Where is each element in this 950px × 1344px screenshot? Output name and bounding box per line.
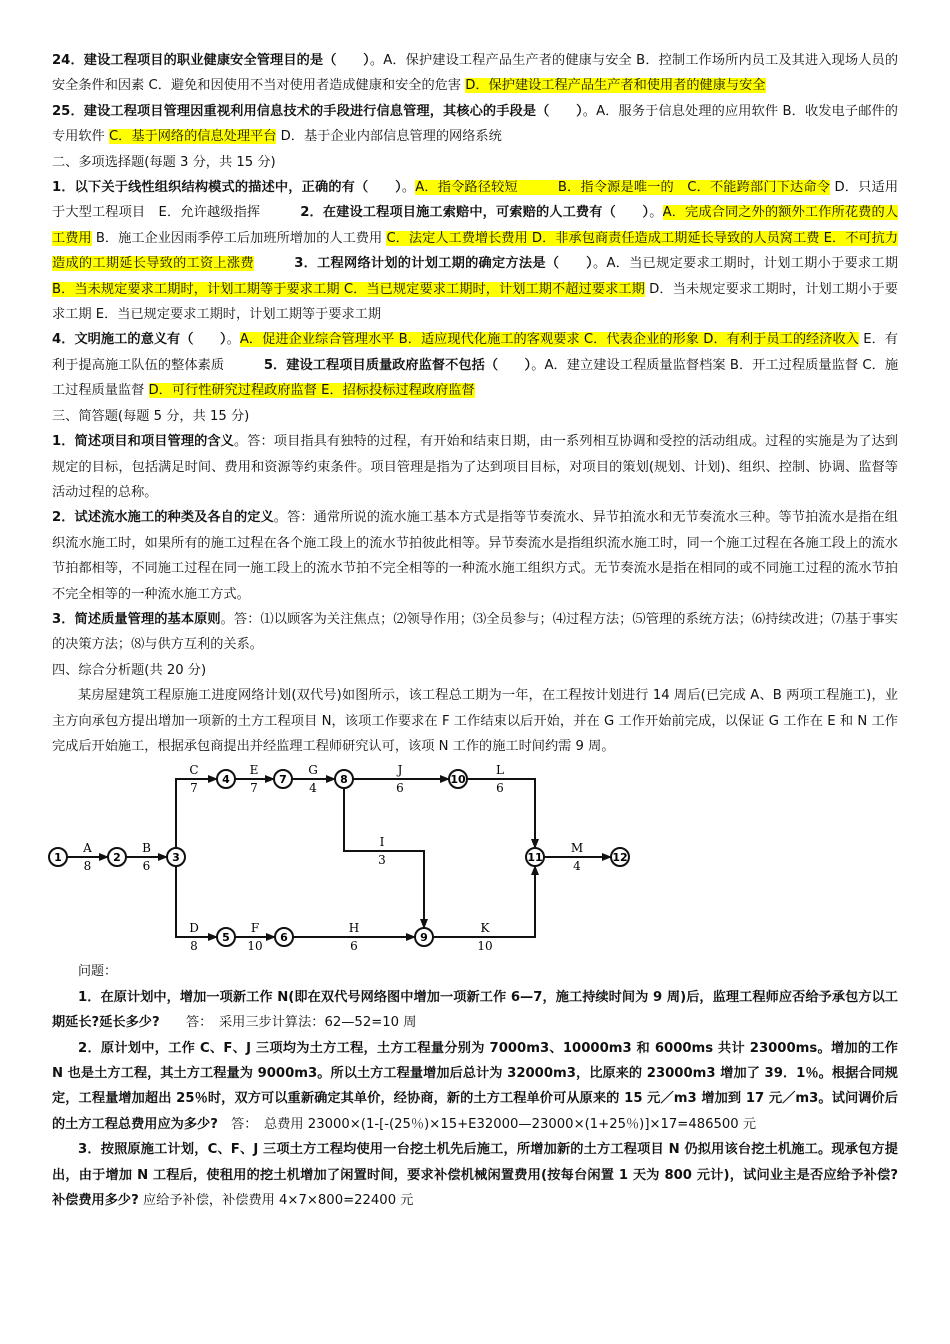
punctuation: 。 (649, 205, 663, 221)
punctuation: 。 (226, 332, 240, 348)
short-answer-1 (52, 429, 898, 505)
question-options: 。A．当已规定要求工期时，计划工期小于要求工期 (593, 256, 899, 272)
highlighted-answer: A．完成合同之外的额外工作所花费的人工费用 (52, 205, 899, 246)
question-options: D．只适用于大型工程项目 E．允许越级指挥 (52, 180, 899, 221)
multi-choice-questions-4-5 (52, 327, 898, 403)
highlighted-answer: A．促进企业综合管理水平 B．适应现代化施工的客观要求 C．代表企业的形象 D．有利于员工的经济收入 (239, 332, 859, 348)
node-number: 11 (527, 851, 543, 865)
analysis-question-2 (52, 1036, 898, 1138)
question-options: D．基于企业内部信息管理的网络系统 (276, 129, 502, 145)
edge-duration-H: 6 (350, 939, 358, 954)
question-stem: 3．简述质量管理的基本原则 (52, 611, 221, 627)
question-stem: 1．简述项目和项目管理的含义 (52, 434, 234, 450)
edge-duration-G: 4 (309, 781, 317, 796)
node-5 (217, 928, 235, 946)
question-stem: 2．试述流水施工的种类及各自的定义 (52, 510, 274, 526)
highlighted-answer: A．指令路径较短 B．指令源是唯一的 C．不能跨部门下达命令 (415, 180, 831, 196)
answer-text: 答： 总费用 23000×(1-[-(25％)×15+E32000—23000×(1+25％)]×17=486500 元 (217, 1116, 757, 1132)
question-stem: 1．在原计划中，增加一项新工作 N(即在双代号网络图中增加一项新工作 6—7，施工持续时间为 9 周)后，监理工程师应否给予承包方以工期延长?延长多少? (52, 989, 898, 1031)
node-number: 3 (172, 851, 180, 865)
question-stem: 24．建设工程项目的职业健康安全管理目的是（ ） (52, 53, 370, 68)
highlighted-answer: C．法定人工费增长费用 D．非承包商责任造成工期延长导致的人员窝工费 E．不可抗力造成的工期延长导致的工资上涨费 (52, 230, 899, 272)
node-6 (275, 928, 293, 946)
question-stem: 4．文明施工的意义有（ ） (52, 332, 227, 348)
node-number: 7 (279, 773, 287, 787)
edge-duration-A: 8 (83, 859, 92, 874)
analysis-question-1 (52, 985, 898, 1036)
node-10 (449, 770, 467, 788)
question-stem: 2．原计划中，工作 C、F、J 三项均为土方工程，土方工程量分别为 7000m3、10000m3 和 6000ms 共计 23000ms。增加的工作 N 也是土方工程，其土方工程量为 9000m3。所以土方工程量增加后总计为 32000m3，比原来的 23000m3 增加了 39．1％。根据合同规定，工程量增加超出 25％时，双方可以重新确定其单价，经协商，新的土方工程单价可从原来的 15 元／m3 增加到 17 元／m3。试问调价后的土方工程总费用应为多少? (52, 1040, 898, 1132)
node-8 (335, 770, 353, 788)
answer-text: 应给予补偿，补偿费用 4×7×800=22400 元 (138, 1193, 414, 1209)
node-number: 6 (280, 931, 288, 945)
answer-text: 。答：通常所说的流水施工基本方式是指等节奏流水、异节拍流水和无节奏流水三种。等节拍流水是指在组织流水施工时，如果所有的施工过程在各个施工段上的流水节拍彼此相等。异节奏流水是指组织流水施工时，同一个施工过程在各施工段上的流水节拍都相等，不同施工过程在同一施工段上的流水节拍不完全相等的一种流水施工组织方式。无节奏流水是指在相同的或不同施工过程的流水节拍不完全相等的一种流水施工方式。 (52, 510, 898, 602)
section-heading-multiple-choice: 二、多项选择题(每题 3 分，共 15 分) (52, 154, 276, 170)
highlighted-answer: B．当未规定要求工期时，计划工期等于要求工期 C．当已规定要求工期时，计划工期不超过要求工期 (52, 281, 645, 297)
highlighted-answer: D．可行性研究过程政府监督 E．招标投标过程政府监督 (148, 383, 475, 399)
node-7 (274, 770, 292, 788)
edge-label-M: M (570, 841, 584, 856)
case-description: 某房屋建筑工程原施工进度网络计划(双代号)如图所示，该工程总工期为一年，在工程按计划进行 14 周后(已完成 A、B 两项工程施工)，业主方向承包方提出增加一项新的土方工程项目 N，该项工作要求在 F 工作结束以后开始，并在 G 工作开始前完成，以保证 G 工作在 E 和 N 工作完成后开始施工，根据承包商提出并经监理工程师研究认可，该项 N 工作的施工时间约需 9 周。 (52, 688, 898, 754)
node-number: 12 (612, 851, 628, 865)
edge-label-A: A (83, 841, 92, 856)
short-answer-3 (52, 607, 898, 658)
question-stem: 1．以下关于线性组织结构模式的描述中，正确的有（ ） (52, 180, 402, 196)
edge-duration-M: 4 (573, 859, 581, 874)
node-number: 2 (113, 851, 121, 865)
question-options: E．有利于提高施工队伍的整体素质 (52, 332, 898, 373)
edge-label-C: C (189, 765, 199, 778)
question-options: 。A．建立建设工程质量监督档案 B．开工过程质量监督 C．施工过程质量监督 (52, 357, 899, 399)
edge-label-J: J (397, 765, 403, 778)
node-2 (108, 848, 126, 866)
answer-text: 。答：项目指具有独特的过程，有开始和结束日期，由一系列相互协调和受控的活动组成。过程的实施是为了达到规定的目标，包括满足时间、费用和资源等约束条件。项目管理是指为了达到项目目标，对项目的策划(规划、计划)、组织、控制、协调、监督等活动过程的总称。 (52, 434, 898, 500)
highlighted-answer: C．基于网络的信息处理平台 (108, 129, 277, 145)
question-25 (52, 99, 898, 150)
analysis-question-3 (52, 1137, 898, 1213)
edge-duration-I: 3 (378, 853, 386, 868)
network-diagram-svg (48, 765, 648, 955)
question-options: 。A．保护建设工程产品生产者的健康与安全 B．控制工作场所内员工及其进入现场人员的安全条件和因素 C．避免和因使用不当对使用者造成健康和安全的危害 (52, 53, 899, 94)
question-stem: 3．工程网络计划的计划工期的确定方法是（ ） (294, 256, 594, 272)
answer-text: 。答：⑴以顾客为关注焦点；⑵领导作用；⑶全员参与；⑷过程方法；⑸管理的系统方法；⑹持续改进；⑺基于事实的决策方法；⑻与供方互利的关系。 (52, 611, 898, 653)
edge-duration-K: 10 (477, 939, 493, 954)
edge-label-F: F (250, 921, 260, 936)
question-options: D．当未规定要求工期时，计划工期小于要求工期 E．当已规定要求工期时，计划工期等于要求工期 (52, 281, 898, 323)
questions-title: 问题： (78, 964, 118, 980)
node-11 (526, 848, 544, 866)
edge-duration-L: 6 (496, 781, 504, 796)
edge-duration-F: 10 (247, 939, 263, 954)
node-9 (415, 928, 433, 946)
edge-duration-D: 8 (190, 939, 198, 954)
punctuation: 。 (401, 180, 416, 196)
section-heading-analysis: 四、综合分析题(共 20 分) (52, 662, 207, 678)
node-3 (167, 848, 185, 866)
node-1 (49, 848, 67, 866)
document-page (52, 48, 898, 1213)
node-number: 9 (420, 931, 428, 945)
edge-duration-J: 6 (396, 781, 404, 796)
question-options: B．施工企业因雨季停工后加班所增加的人工费用 (91, 230, 387, 246)
network-diagram (52, 765, 652, 955)
question-stem: 5．建设工程项目质量政府监督不包括（ ） (263, 357, 532, 373)
edge-duration-B: 6 (142, 859, 151, 874)
edge-label-H: H (348, 921, 360, 936)
edge-label-D: D (189, 921, 199, 936)
question-options: 。A．服务于信息处理的应用软件 B．收发电子邮件的专用软件 (52, 103, 898, 145)
question-stem: 3．按照原施工计划，C、F、J 三项土方工程均使用一台挖土机先后施工，所增加新的土方工程项目 N 仍拟用该台挖土机施工。现承包方提出，由于增加 N 工程后，使租用的挖土机增加了闲置时间，要求补偿机械闲置费用(按每台闲置 1 天为 800 元计)，试问业主是否应给予补偿?补偿费用多少? (52, 1142, 898, 1209)
node-number: 4 (222, 773, 230, 787)
node-number: 1 (54, 851, 62, 865)
section-heading-short-answer: 三、简答题(每题 5 分，共 15 分) (52, 408, 250, 424)
node-number: 10 (450, 773, 466, 787)
edge-label-L: L (496, 765, 504, 778)
edge-label-I: I (379, 835, 385, 850)
edge-label-E: E (249, 765, 259, 778)
question-stem: 25．建设工程项目管理因重视利用信息技术的手段进行信息管理，其核心的手段是（ ） (52, 103, 583, 119)
highlighted-answer: D．保护建设工程产品生产者和使用者的健康与安全 (465, 78, 766, 94)
edge-label-K: K (480, 921, 490, 936)
edge-label-B: B (142, 841, 151, 856)
spacer (254, 256, 294, 271)
node-12 (611, 848, 629, 866)
edge-duration-C: 7 (190, 781, 198, 796)
node-number: 5 (222, 931, 230, 945)
question-stem: 2．在建设工程项目施工索赔中，可索赔的人工费有（ ） (300, 205, 650, 221)
short-answer-2 (52, 505, 898, 607)
question-24 (52, 48, 898, 99)
edge-label-G: G (308, 765, 318, 778)
edge-duration-E: 7 (250, 781, 258, 796)
node-number: 8 (340, 773, 348, 787)
multi-choice-questions-1-3 (52, 175, 898, 327)
answer-text: 答： 采用三步计算法：62—52=10 周 (159, 1015, 417, 1031)
node-4 (217, 770, 235, 788)
